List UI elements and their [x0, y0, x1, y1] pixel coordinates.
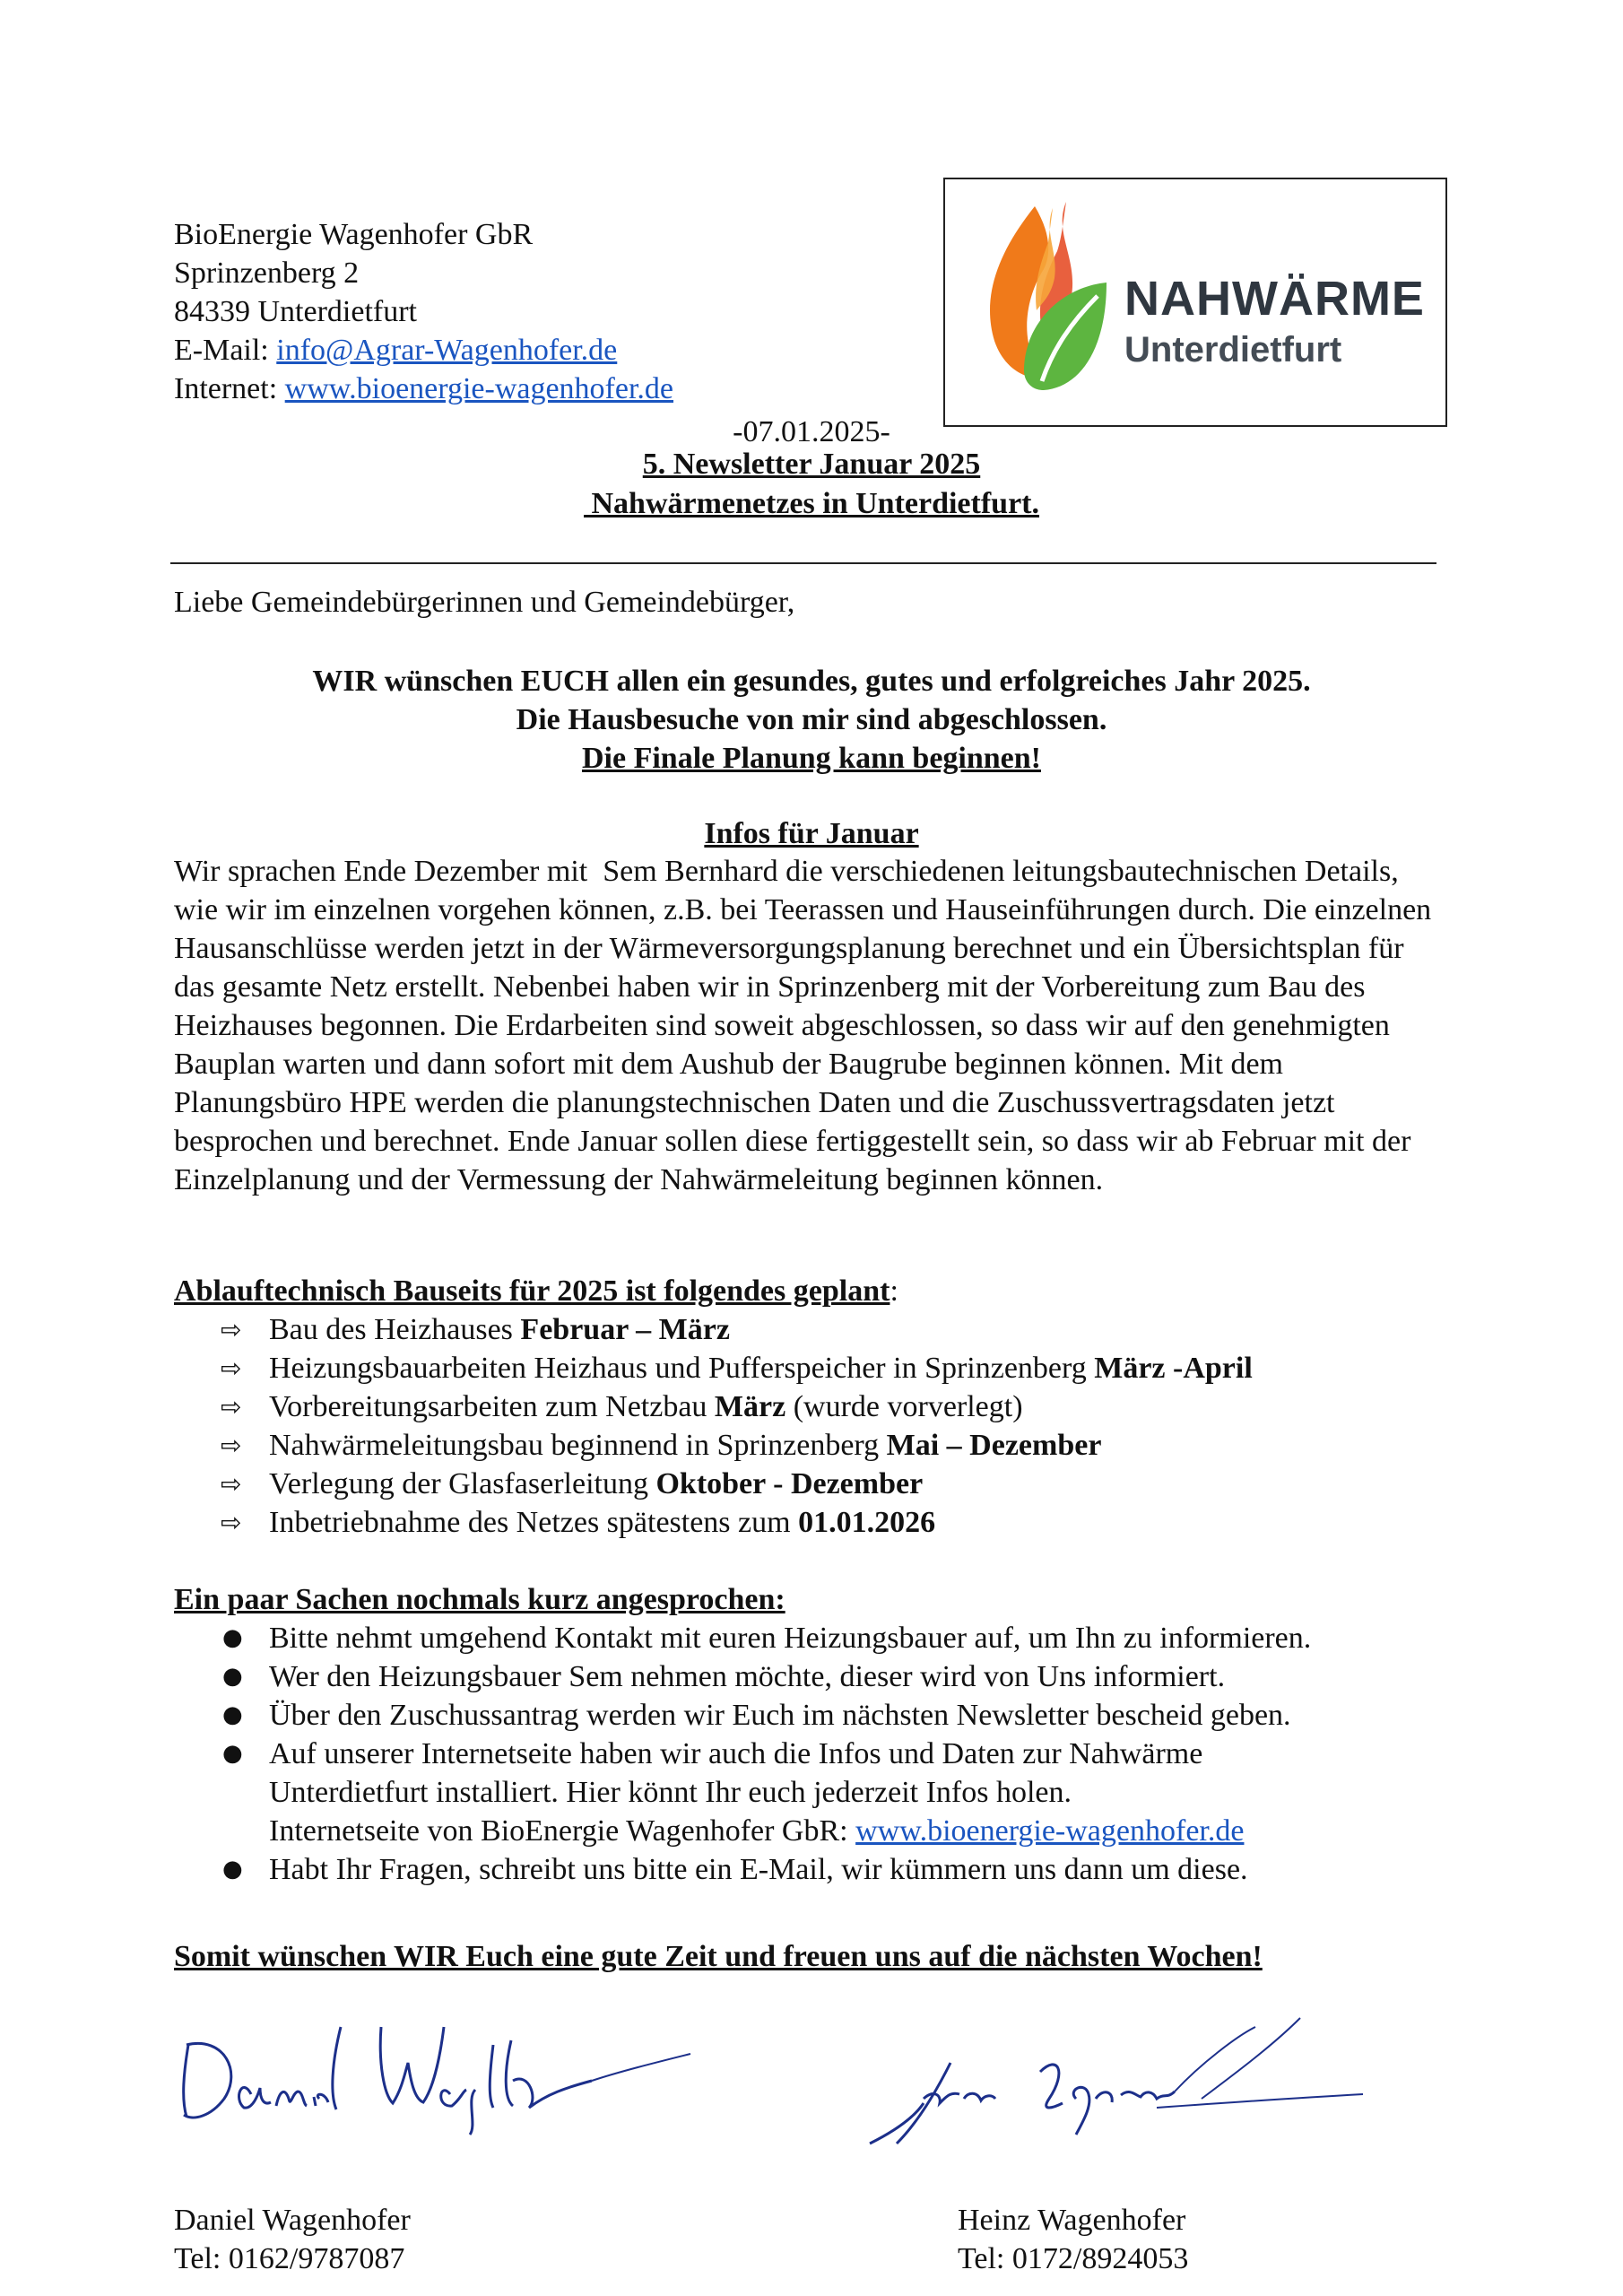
sender-street: Sprinzenberg 2 [174, 257, 360, 290]
infos-heading: Infos für Januar [704, 817, 919, 850]
note-text: Wer den Heizungsbauer Sem nehmen möchte, dieser wird von Uns informiert. [269, 1660, 1226, 1693]
nahwaerme-logo [943, 178, 1447, 427]
greeting: Liebe Gemeindebürgerinnen und Gemeindebürger, [174, 586, 795, 619]
note-text: Auf unserer Internetseite haben wir auch die Infos und Daten zur Nahwärme [269, 1737, 1203, 1770]
list-item [174, 1310, 1465, 1349]
website-link[interactable]: www.bioenergie-wagenhofer.de [855, 1814, 1245, 1848]
plan-item-text: Verlegung der Glasfaserleitung [269, 1467, 656, 1500]
plan-item-text: Heizungsbauarbeiten Heizhaus und Pufferspeicher in Sprinzenberg [269, 1352, 1095, 1385]
bullet-icon: ● [222, 1856, 243, 1883]
arrow-right-icon: ⇨ [221, 1431, 242, 1460]
header-divider [170, 562, 1436, 564]
plan-item-text: Vorbereitungsarbeiten zum Netzbau [269, 1390, 715, 1423]
list-item [174, 1503, 1465, 1542]
signature-heinz [861, 2009, 1399, 2161]
notes-heading: Ein paar Sachen nochmals kurz angesprochen: [174, 1583, 785, 1616]
flame-leaf-icon [972, 197, 1115, 404]
plan-item-text: Nahwärmeleitungsbau beginnend in Sprinzenberg [269, 1429, 887, 1462]
arrow-right-icon: ⇨ [221, 1392, 242, 1422]
plan-item-after: (wurde vorverlegt) [785, 1390, 1023, 1423]
signature-daniel [170, 2009, 726, 2144]
notes-list [174, 1619, 1465, 1889]
plan-item-period: März [714, 1390, 786, 1423]
signatory-name: Daniel Wagenhofer [174, 2204, 411, 2237]
signatory-phone: Tel: 0162/9787087 [174, 2242, 405, 2275]
list-item [174, 1696, 1465, 1735]
plan-item-period: Februar – März [520, 1313, 730, 1346]
plan-heading-colon: : [890, 1274, 898, 1308]
sender-internet-line [174, 370, 673, 408]
signatory-phone: Tel: 0172/8924053 [958, 2242, 1189, 2275]
note-text: Bitte nehmt umgehend Kontakt mit euren Heizungsbauer auf, um Ihn zu informieren. [269, 1622, 1312, 1655]
newsletter-title: 5. Newsletter Januar 2025 [642, 448, 981, 481]
list-item [174, 1387, 1465, 1426]
internet-label: Internet: [174, 372, 285, 405]
wishes-block [0, 662, 1623, 778]
sender-company: BioEnergie Wagenhofer GbR [174, 218, 534, 251]
email-link[interactable]: info@Agrar-Wagenhofer.de [276, 334, 618, 367]
arrow-right-icon: ⇨ [221, 1469, 242, 1499]
plan-heading-text: Ablauftechnisch Bauseits für 2025 ist folgendes geplant [174, 1274, 890, 1308]
plan-list [174, 1310, 1465, 1542]
plan-item-period: Oktober - Dezember [655, 1467, 924, 1500]
arrow-right-icon: ⇨ [221, 1508, 242, 1537]
website-link[interactable]: www.bioenergie-wagenhofer.de [284, 372, 674, 405]
list-item [174, 1735, 1465, 1850]
list-item [174, 1850, 1465, 1889]
wish-line-3: Die Finale Planung kann beginnen! [581, 742, 1041, 775]
bullet-icon: ● [222, 1624, 243, 1651]
newsletter-subtitle: Nahwärmenetzes in Unterdietfurt. [584, 487, 1039, 520]
email-label: E-Mail: [174, 334, 277, 367]
plan-item-text: Bau des Heizhauses [269, 1313, 521, 1346]
list-item [174, 1349, 1465, 1387]
list-item [174, 1426, 1465, 1465]
list-item [174, 1619, 1465, 1657]
list-item [174, 1657, 1465, 1696]
plan-item-period: 01.01.2026 [798, 1506, 936, 1539]
list-item [174, 1465, 1465, 1503]
wish-line-1: WIR wünschen EUCH allen ein gesundes, gutes und erfolgreiches Jahr 2025. [312, 665, 1311, 698]
wish-line-2: Die Hausbesuche von mir sind abgeschlossen. [516, 703, 1107, 736]
bullet-icon: ● [222, 1740, 243, 1767]
plan-item-period: März -April [1094, 1352, 1253, 1385]
arrow-right-icon: ⇨ [221, 1353, 242, 1383]
newsletter-date: -07.01.2025- [733, 415, 890, 448]
infos-paragraph: Wir sprachen Ende Dezember mit Sem Bernhard die verschiedenen leitungsbautechnischen Details, wie wir im einzelnen vorgehen können, z.B. bei Teerassen und Hauseinführungen durch. Die einzelnen Hausanschlüsse werden jetzt in der Wärmeversorgungsplanung berechnet und ein Übersichtsplan für das gesamte Netz erstellt. Nebenbei haben wir in Sprinzenberg mit der Vorbereitung zum Bau des Heizhauses begonnen. Die Erdarbeiten sind soweit abgeschlossen, so dass wir auf den genehmigten Bauplan warten und dann sofort mit dem Aushub der Baugrube beginnen können. Mit dem Planungsbüro HPE werden die planungstechnischen Daten und die Zuschussvertragsdaten jetzt besprochen und berechnet. Ende Januar sollen diese fertiggestellt sein, so dass wir ab Februar mit der Einzelplanung und der Vermessung der Nahwärmeleitung beginnen können. [174, 855, 1439, 1196]
logo-subtitle: Unterdietfurt [1124, 330, 1342, 370]
closing-line: Somit wünschen WIR Euch eine gute Zeit und freuen uns auf die nächsten Wochen! [174, 1940, 1263, 1973]
plan-item-text: Inbetriebnahme des Netzes spätestens zum [269, 1506, 799, 1539]
sender-city: 84339 Unterdietfurt [174, 295, 417, 328]
arrow-right-icon: ⇨ [221, 1315, 242, 1344]
signatory-name: Heinz Wagenhofer [958, 2204, 1186, 2237]
note-website-label: Internetseite von BioEnergie Wagenhofer GbR: [269, 1814, 856, 1848]
note-website-line [269, 1812, 1465, 1850]
plan-heading [174, 1272, 898, 1310]
bullet-icon: ● [222, 1701, 243, 1728]
plan-item-period: Mai – Dezember [886, 1429, 1102, 1462]
note-text: Über den Zuschussantrag werden wir Euch im nächsten Newsletter bescheid geben. [269, 1699, 1291, 1732]
sender-address [174, 215, 673, 408]
sender-email-line [174, 331, 673, 370]
note-text: Habt Ihr Fragen, schreibt uns bitte ein E-Mail, wir kümmern uns dann um diese. [269, 1853, 1248, 1886]
bullet-icon: ● [222, 1663, 243, 1690]
logo-title: NAHWÄRME [1124, 272, 1425, 326]
note-text: Unterdietfurt installiert. Hier könnt Ihr euch jederzeit Infos holen. [269, 1776, 1072, 1809]
